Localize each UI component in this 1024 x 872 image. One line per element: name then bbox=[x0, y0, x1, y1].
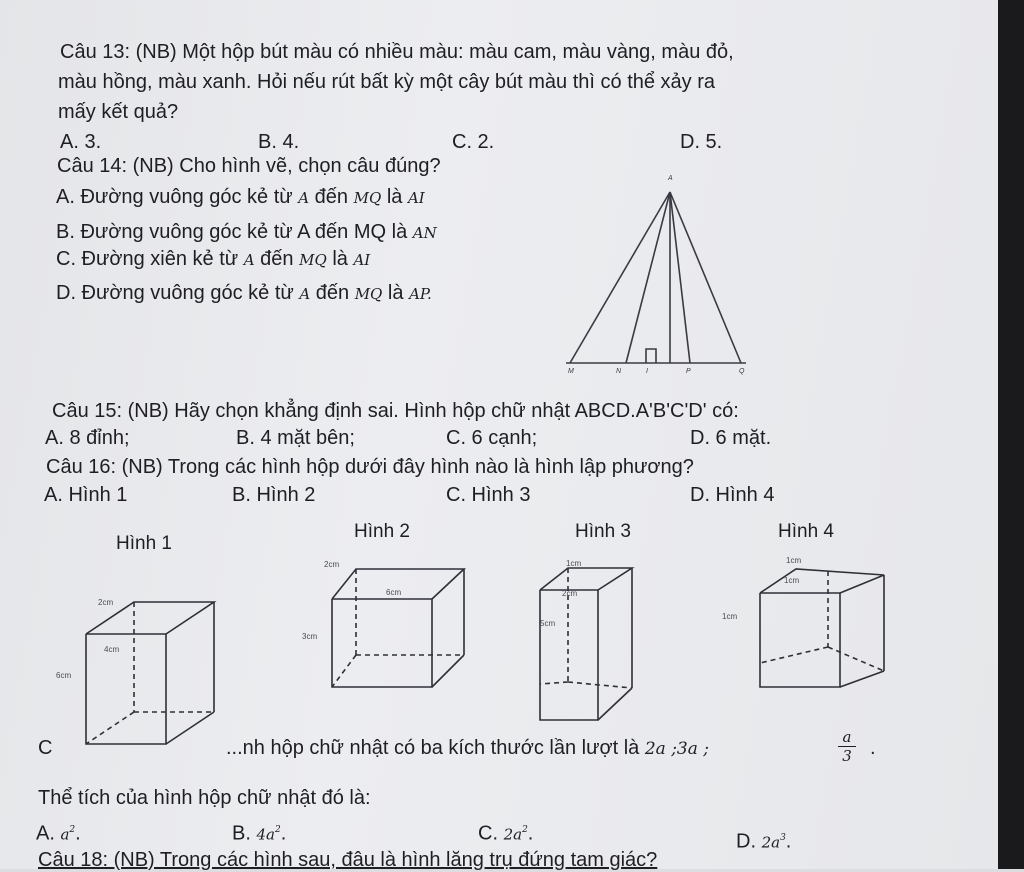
q13-option-c: C. 2. bbox=[452, 131, 495, 153]
figure2-box bbox=[290, 555, 470, 695]
q17-option-a: A. $a^2$. bbox=[36, 822, 81, 845]
q15-option-b: B. 4 mặt bên; bbox=[236, 427, 355, 449]
q13-line2: màu hồng, màu xanh. Hỏi nếu rút bất kỳ một cây bút màu thì có thể xảy ra bbox=[58, 71, 716, 93]
q15-option-c: C. 6 cạnh; bbox=[446, 427, 538, 449]
triangle-figure bbox=[556, 166, 756, 381]
figure4-dim-3: 1cm bbox=[722, 612, 738, 621]
figure2-dim-1: 2cm bbox=[324, 560, 340, 569]
q17-stem: ...nh hộp chữ nhật có ba kích thước lần lượt là 2a ;3a ; bbox=[226, 737, 710, 759]
q17-fraction: $\frac{a}{3}$ bbox=[838, 728, 856, 765]
dark-edge bbox=[998, 0, 1024, 869]
q14-option-d: D. Đường vuông góc kẻ từ A đến MQ là AP. bbox=[56, 282, 432, 304]
point-p-label: P bbox=[686, 368, 691, 375]
q15-option-d: D. 6 mặt. bbox=[690, 427, 772, 449]
q17-line2: Thể tích của hình hộp chữ nhật đó là: bbox=[38, 787, 371, 809]
point-m-label: M bbox=[568, 368, 574, 375]
figure3-dim-3: 5cm bbox=[540, 619, 556, 628]
figure2-dim-2: 6cm bbox=[386, 588, 402, 597]
q15-option-a: A. 8 đỉnh; bbox=[45, 427, 130, 449]
q17-option-d: D. $2a^3$. bbox=[736, 830, 792, 853]
figure3-label: Hình 3 bbox=[575, 521, 631, 542]
point-i-label: I bbox=[646, 368, 648, 375]
figure4-box bbox=[720, 555, 890, 695]
q17-option-c: C. $2a^2$. bbox=[478, 822, 534, 845]
q14-option-a: A. Đường vuông góc kẻ từ A đến MQ là AI bbox=[56, 186, 425, 208]
q17-option-b: B. $4a^2$. bbox=[232, 822, 287, 845]
q13-option-a: A. 3. bbox=[60, 131, 102, 153]
right-angle-mark bbox=[646, 349, 656, 363]
q13-option-d: D. 5. bbox=[680, 131, 723, 153]
figure1-dim-2: 4cm bbox=[104, 645, 120, 654]
q18-stem: Câu 18: (NB) Trong các hình sau, đâu là hình lăng trụ đứng tam giác? bbox=[38, 849, 658, 871]
figure1-dim-1: 2cm bbox=[98, 598, 114, 607]
point-a-label: A bbox=[668, 175, 673, 182]
q17-period: . bbox=[870, 737, 876, 759]
segment-am bbox=[570, 192, 670, 363]
q13-line3: mấy kết quả? bbox=[58, 101, 179, 123]
q14-stem: Câu 14: (NB) Cho hình vẽ, chọn câu đúng? bbox=[57, 155, 441, 177]
q13-option-b: B. 4. bbox=[258, 131, 300, 153]
point-n-label: N bbox=[616, 368, 622, 375]
q14-option-c: C. Đường xiên kẻ từ A đến MQ là AI bbox=[56, 248, 371, 270]
figure2-label: Hình 2 bbox=[354, 521, 410, 542]
figure2-dim-3: 3cm bbox=[302, 632, 318, 641]
figure1-dim-3: 6cm bbox=[56, 671, 72, 680]
figure4-dim-2: 1cm bbox=[784, 576, 800, 585]
q14-option-b: B. Đường vuông góc kẻ từ A đến MQ là AN bbox=[56, 221, 437, 243]
segment-an bbox=[626, 192, 670, 363]
q16-option-a: A. Hình 1 bbox=[44, 484, 128, 506]
point-q-label: Q bbox=[739, 368, 745, 375]
q17-fragment-start: C bbox=[38, 737, 53, 759]
figure3-dim-1: 1cm bbox=[566, 559, 582, 568]
q16-option-c: C. Hình 3 bbox=[446, 484, 531, 506]
figure4-label: Hình 4 bbox=[778, 521, 834, 542]
q16-option-d: D. Hình 4 bbox=[690, 484, 775, 506]
q15-stem: Câu 15: (NB) Hãy chọn khẳng định sai. Hình hộp chữ nhật ABCD.A'B'C'D' có: bbox=[52, 400, 739, 422]
q16-option-b: B. Hình 2 bbox=[232, 484, 316, 506]
q16-stem: Câu 16: (NB) Trong các hình hộp dưới đây hình nào là hình lập phương? bbox=[46, 456, 694, 478]
figure3-dim-2: 2cm bbox=[562, 589, 578, 598]
figure3-box bbox=[530, 558, 660, 728]
figure4-dim-1: 1cm bbox=[786, 556, 802, 565]
figure1-box bbox=[56, 590, 220, 750]
q13-line1: Câu 13: (NB) Một hộp bút màu có nhiều màu: màu cam, màu vàng, màu đỏ, bbox=[60, 41, 734, 63]
figure1-label: Hình 1 bbox=[116, 533, 172, 554]
